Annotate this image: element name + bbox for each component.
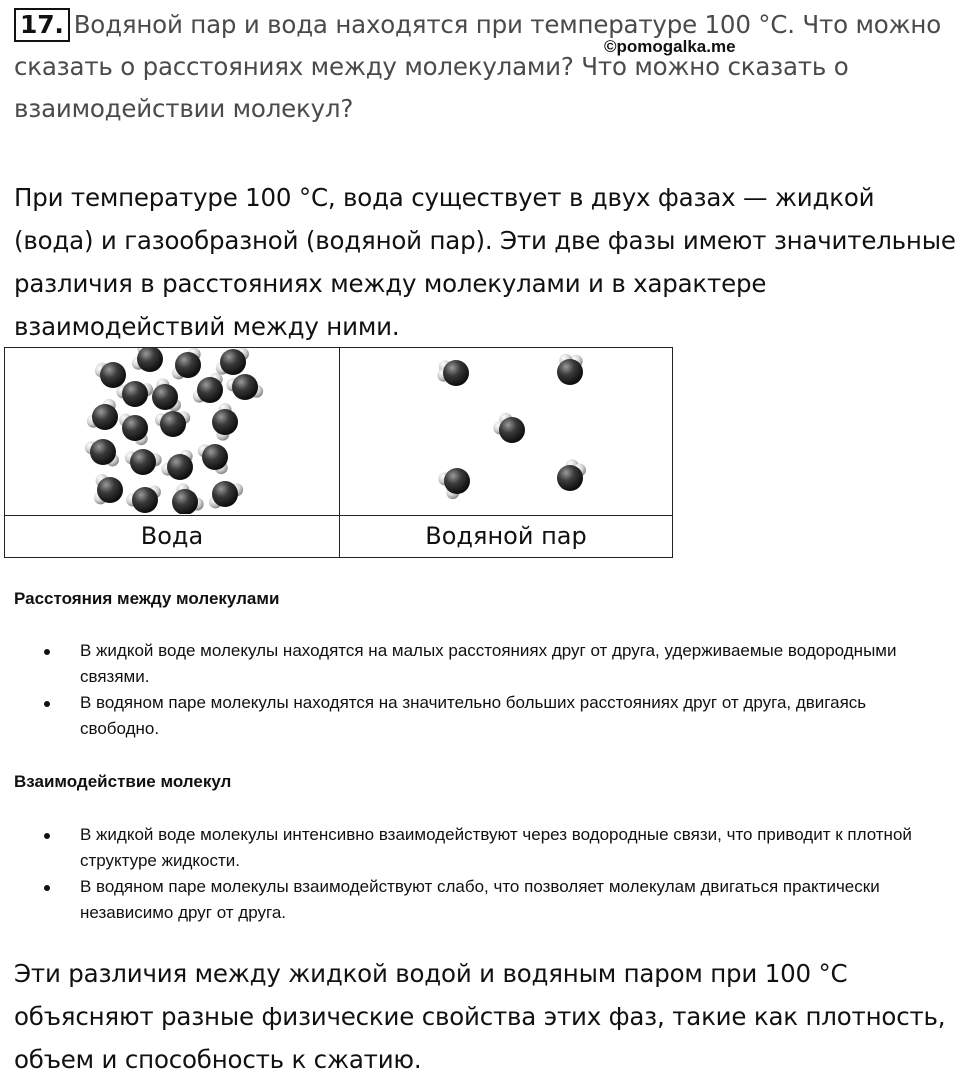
water-molecule-icon: [193, 373, 223, 403]
answer-intro: При температуре 100 °C, вода существует в двух фазах — жидкой (вода) и газообразной (водяной пар). Эти две фазы имеют значительные различия в расстояниях между молекулами и в характере взаимодействий между ними.: [14, 183, 956, 341]
water-molecule-icon: [557, 354, 583, 385]
interaction-list: [0, 822, 960, 926]
list-item-text: В жидкой воде молекулы находятся на малых расстояниях друг от друга, удерживаемые водородными связями.: [80, 641, 897, 686]
water-molecule-icon: [155, 411, 190, 437]
water-molecule-icon: [172, 348, 201, 379]
question-number: 17.: [14, 8, 70, 42]
molecule-diagram-table: [4, 347, 673, 558]
water-molecule-icon: [161, 450, 193, 480]
water-molecule-icon: [209, 481, 243, 508]
question-text-block: [14, 4, 954, 130]
caption-water: Вода: [5, 516, 340, 558]
liquid-water-illustration: [5, 348, 340, 515]
liquid-molecules-svg: [5, 348, 338, 514]
water-molecule-icon: [132, 348, 163, 372]
water-molecule-icon: [557, 459, 586, 491]
water-molecule-icon: [125, 449, 162, 475]
water-molecule-icon: [95, 362, 126, 388]
water-molecule-icon: [94, 474, 123, 504]
water-molecule-icon: [119, 414, 148, 446]
list-item: [0, 874, 940, 926]
list-item: [0, 690, 940, 742]
list-item: [0, 822, 940, 874]
water-molecule-icon: [438, 468, 470, 499]
water-molecule-icon: [198, 444, 228, 474]
distances-heading: Расстояния между молекулами: [14, 589, 280, 608]
list-item-text: В водяном паре молекулы взаимодействуют слабо, что позволяет молекулам двигаться практически независимо друг от друга.: [80, 877, 880, 922]
water-molecule-icon: [226, 374, 263, 400]
water-molecule-icon: [172, 483, 204, 514]
water-molecule-icon: [437, 360, 469, 386]
water-molecule-icon: [116, 381, 153, 407]
bullet-icon: [44, 885, 50, 891]
water-molecule-icon: [152, 378, 181, 411]
list-item: [0, 638, 940, 690]
watermark: ©pomogalka.me: [604, 37, 736, 56]
distances-list: [0, 638, 960, 742]
water-molecule-icon: [493, 413, 525, 443]
water-molecule-icon: [216, 348, 249, 375]
list-item-text: В жидкой воде молекулы интенсивно взаимодействуют через водородные связи, что приводит к плотной структуре жидкости.: [80, 825, 912, 870]
water-molecule-icon: [212, 403, 238, 441]
bullet-icon: [44, 833, 50, 839]
water-molecule-icon: [87, 399, 118, 430]
vapor-molecules-svg: [340, 348, 672, 514]
interaction-heading: Взаимодействие молекул: [14, 772, 232, 791]
conclusion-text: Эти различия между жидкой водой и водяным паром при 100 °C объясняют разные физические свойства этих фаз, такие как плотность, объем и способность к сжатию.: [14, 959, 946, 1074]
question-text: Водяной пар и вода находятся при температуре 100 °C. Что можно сказать о расстояниях между молекулами? Что можно сказать о взаимодействии молекул?: [14, 10, 942, 123]
list-item-text: В водяном паре молекулы находятся на значительно больших расстояниях друг от друга, двигаясь свободно.: [80, 693, 867, 738]
bullet-icon: [44, 649, 50, 655]
water-molecule-icon: [85, 439, 119, 466]
bullet-icon: [44, 701, 50, 707]
water-vapor-illustration: [340, 348, 672, 515]
water-molecule-icon: [126, 486, 161, 513]
caption-water-vapor: Водяной пар: [425, 522, 587, 550]
caption-row: [5, 515, 672, 557]
